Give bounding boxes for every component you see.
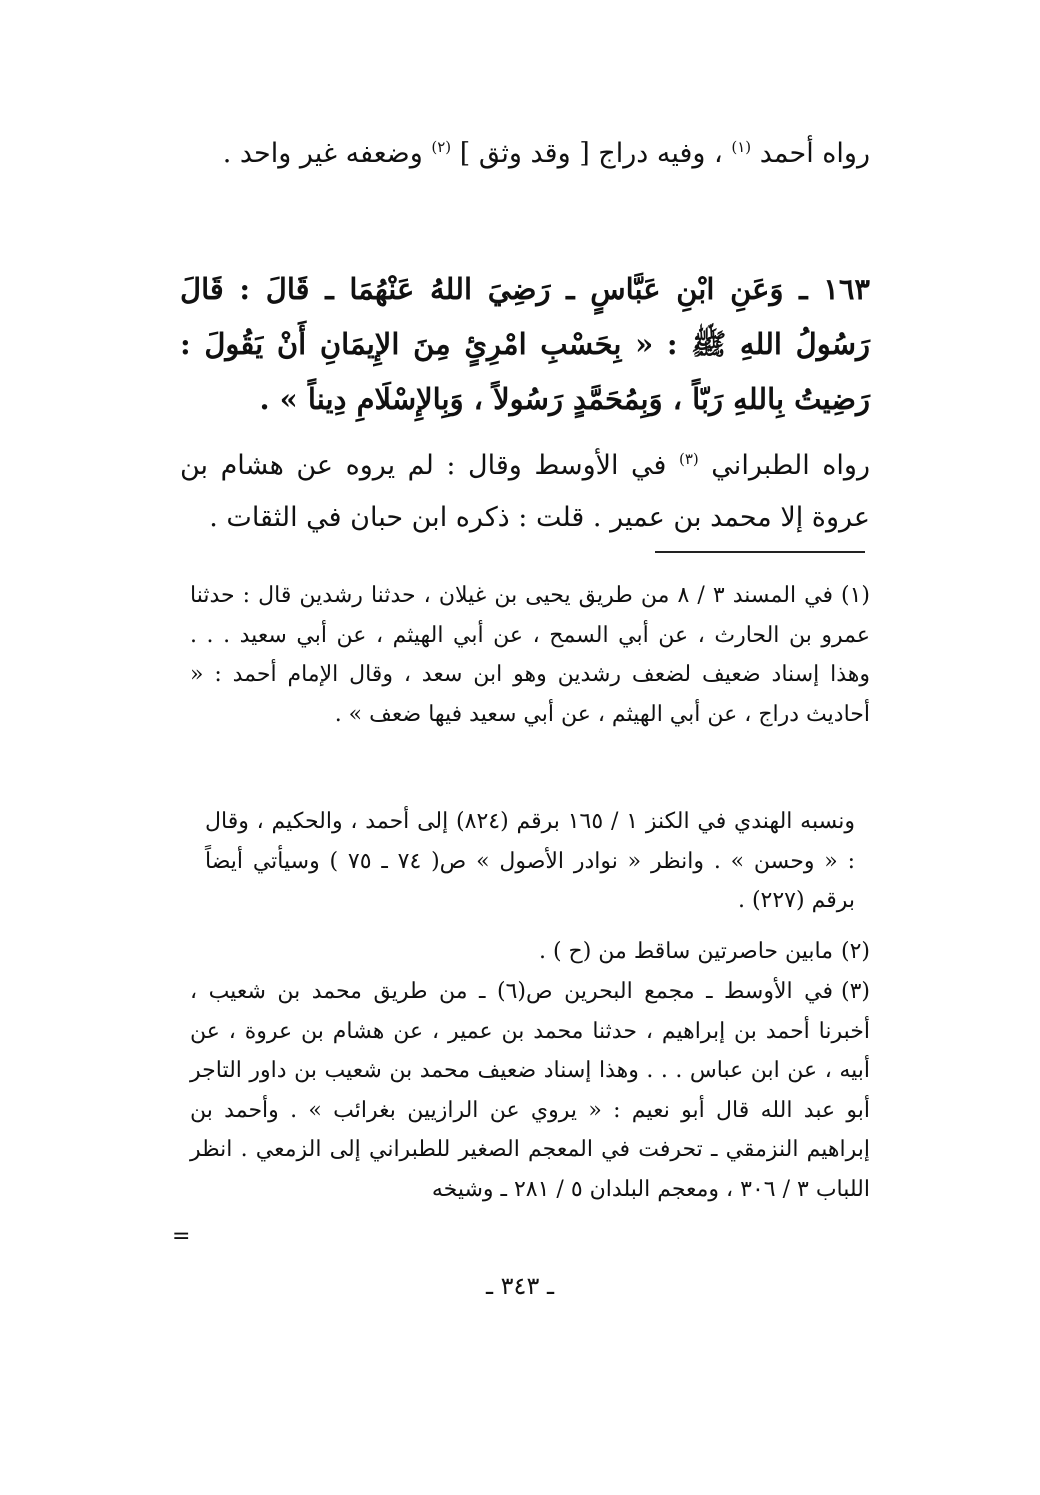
text-segment: ، وفيه دراج [ وقد وثق ] — [459, 138, 723, 169]
footnote-text: في المسند ٣ / ٨ من طريق يحيى بن غيلان ، حدثنا رشدين قال : حدثنا عمرو بن الحارث ، عن أبي السمح ، عن أبي الهيثم ، عن أبي سعيد . . . وهذا إسناد ضعيف لضعف رشدين وهو ابن سعد ، وقال الإمام أحمد : « أحاديث دراج ، عن أبي الهيثم ، عن أبي سعيد فيها ضعف » . — [190, 583, 870, 727]
text-segment: رواه الطبراني — [711, 450, 870, 481]
text-segment: رواه أحمد — [759, 138, 870, 169]
footnote-number: (٣) — [840, 979, 870, 1004]
continuation-mark: = — [172, 1224, 191, 1249]
footnote-ref-1[interactable]: (١) — [731, 138, 752, 156]
main-text-2 — [180, 440, 870, 544]
footnotes-3 — [190, 972, 870, 1209]
footnote-1-continued — [205, 802, 855, 921]
page-number: ـ ٣٤٣ ـ — [485, 1272, 554, 1300]
footnotes-2 — [190, 932, 870, 972]
paragraph-narration-1 — [180, 128, 870, 180]
footnote-2 — [190, 932, 870, 972]
main-text — [180, 128, 870, 180]
footnote-text: في الأوسط ـ مجمع البحرين ص(٦) ـ من طريق محمد بن شعيب ، أخبرنا أحمد بن إبراهيم ، حدثنا محمد بن عمير ، عن هشام بن عروة ، عن أبيه ، عن ابن عباس . . . وهذا إسناد ضعيف محمد بن شعيب بن داور التاجر أبو عبد الله قال أبو نعيم : « يروي عن الرازيين بغرائب » . وأحمد بن إبراهيم النزمقي ـ تحرفت في المعجم الصغير للطبراني إلى الزمعي . انظر اللباب ٣ / ٣٠٦ ، ومعجم البلدان ٥ / ٢٨١ ـ وشيخه — [190, 979, 870, 1202]
footnote-text: مابين حاصرتين ساقط من (ح ) . — [538, 939, 833, 964]
footnote-number: (١) — [841, 583, 871, 608]
hadith-163: ١٦٣ ـ وَعَنِ ابْنِ عَبَّاسٍ ـ رَضِيَ اللهُ عَنْهُمَا ـ قَالَ : قَالَ رَسُولُ اللهِ ﷺ : « بِحَسْبِ امْرِئٍ مِنَ الإِيمَانِ أَنْ يَقُولَ : رَضِيتُ بِاللهِ رَبّاً ، وَبِمُحَمَّدٍ رَسُولاً ، وَبِالإِسْلَامِ دِيناً » . — [180, 272, 870, 416]
footnote-ref-2[interactable]: (٢) — [431, 138, 452, 156]
hadith-block — [180, 262, 870, 427]
footnotes — [190, 576, 870, 734]
paragraph-narration-2 — [180, 440, 870, 544]
footnote-number: (٢) — [840, 939, 870, 964]
footnote-text: ونسبه الهندي في الكنز ١ / ١٦٥ برقم (٨٢٤) إلى أحمد ، والحكيم ، وقال : « وحسن » . وانظر « نوادر الأصول » ص( ٧٤ ـ ٧٥ ) وسيأتي أيضاً برقم (٢٢٧) . — [205, 809, 855, 913]
text-segment: في الأوسط وقال : لم يروه عن هشام بن عروة إلا محمد بن عمير . قلت : ذكره ابن حبان في الثقات . — [180, 450, 870, 533]
text-segment: وضعفه غير واحد . — [222, 138, 423, 169]
footnote-ref-3[interactable]: (٣) — [678, 450, 699, 468]
footnote-3 — [190, 972, 870, 1209]
footnote-separator — [655, 551, 865, 553]
footnotes-cont — [205, 802, 855, 921]
footnote-1 — [190, 576, 870, 734]
